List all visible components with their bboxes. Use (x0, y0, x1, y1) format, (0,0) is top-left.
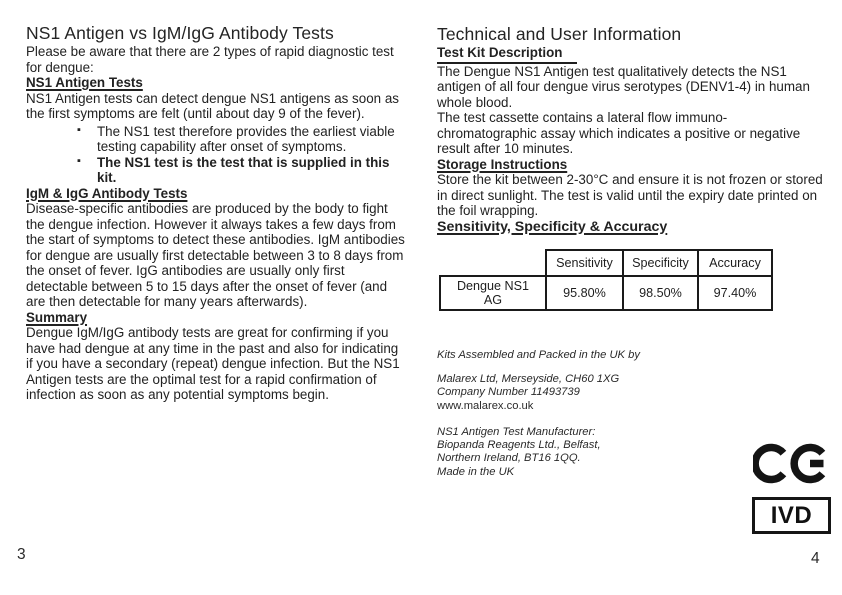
storage-section-body: Store the kit between 2-30°C and ensure it is not frozen or stored in direct sunlight. The test is valid until the expiry date printed on the foil wrapping. (437, 172, 823, 218)
table-row-label: Dengue NS1 AG (440, 276, 546, 310)
intro-paragraph: Please be aware that there are 2 types of rapid diagnostic test for dengue: (26, 44, 394, 75)
manufacturer-name-line: Biopanda Reagents Ltd., Belfast, (437, 439, 601, 452)
section-heading-summary: Summary (26, 309, 88, 325)
bullet-icon: ▪ (77, 123, 81, 136)
table-corner-cell (440, 250, 546, 276)
page-3 (26, 0, 408, 403)
section-heading-storage-instructions: Storage Instructions (437, 156, 568, 172)
accuracy-table (439, 249, 773, 311)
section-heading-test-kit-description: Test Kit Description (437, 45, 577, 64)
section-heading-sensitivity-specificity-accuracy: Sensitivity, Specificity & Accuracy (437, 218, 668, 235)
table-header-row (440, 250, 772, 276)
page-number-4: 4 (811, 550, 820, 567)
test-kit-paragraph-2: The test cassette contains a lateral flow immuno-chromatographic assay which indicates a positive or negative result after 10 minutes. (437, 110, 801, 156)
page-number-3: 3 (17, 546, 26, 563)
column-header-accuracy: Accuracy (698, 250, 772, 276)
table-cell-accuracy: 97.40% (698, 276, 772, 310)
company-website: www.malarex.co.uk (437, 399, 534, 412)
test-kit-paragraph-1: The Dengue NS1 Antigen test qualitatively detects the NS1 antigen of all four dengue virus serotypes (DENV1-4) in human whole blood. (437, 63, 810, 110)
page-title-left: NS1 Antigen vs IgM/IgG Antibody Tests (26, 23, 334, 43)
bullet-icon: ▪ (77, 154, 81, 167)
bullet-text: The NS1 test therefore provides the earliest viable testing capability after onset of symptoms. (97, 123, 395, 154)
list-item (75, 155, 408, 186)
ivd-label: IVD (770, 501, 813, 529)
table-row (440, 276, 772, 310)
column-header-specificity: Specificity (623, 250, 698, 276)
company-info-block (437, 373, 823, 413)
ce-mark-icon (753, 443, 831, 484)
section-heading-igm-igg-antibody-tests: IgM & IgG Antibody Tests (26, 185, 188, 201)
list-item (75, 124, 408, 155)
ivd-mark (752, 497, 831, 534)
company-address-line: Malarex Ltd, Merseyside, CH60 1XG (437, 372, 620, 385)
company-number-line: Company Number 11493739 (437, 386, 580, 399)
manufacturer-address-line: Northern Ireland, BT16 1QQ. (437, 452, 581, 465)
page-title-right: Technical and User Information (437, 24, 682, 44)
made-in-uk-line: Made in the UK (437, 465, 515, 478)
summary-section-body: Dengue IgM/IgG antibody tests are great for confirming if you have had dengue at any time in the past and also for indicating if you have a secondary (repeat) dengue infection. But the NS1 Antigen tests are the optimal test for a rapid confirmation of infection as soon as any potential symptoms begin. (26, 325, 400, 402)
manufacturer-title-line: NS1 Antigen Test Manufacturer: (437, 425, 596, 438)
table-cell-specificity: 98.50% (623, 276, 698, 310)
assembled-in-uk-line: Kits Assembled and Packed in the UK by (437, 348, 640, 361)
page-4 (437, 0, 823, 479)
section-heading-ns1-antigen-tests: NS1 Antigen Tests (26, 75, 143, 90)
igm-section-body: Disease-specific antibodies are produced by the body to fight the dengue infection. However it always takes a few days from the start of symptoms to detect these antibodies. IgM antibodies for dengue are usually first detectable between 3 to 8 days from the onset of fever. IgG antibodies are usually only first detectable between 5 to 15 days after the onset of fever (and are then detectable for many years afterwards). (26, 201, 405, 309)
table-cell-sensitivity: 95.80% (546, 276, 623, 310)
column-header-sensitivity: Sensitivity (546, 250, 623, 276)
ns1-section-body: NS1 Antigen tests can detect dengue NS1 antigens as soon as the first symptoms are felt (until about day 9 of the fever). (26, 90, 399, 121)
ns1-bullet-list (26, 124, 408, 186)
bullet-text: The NS1 test is the test that is supplied in this kit. (97, 154, 390, 185)
